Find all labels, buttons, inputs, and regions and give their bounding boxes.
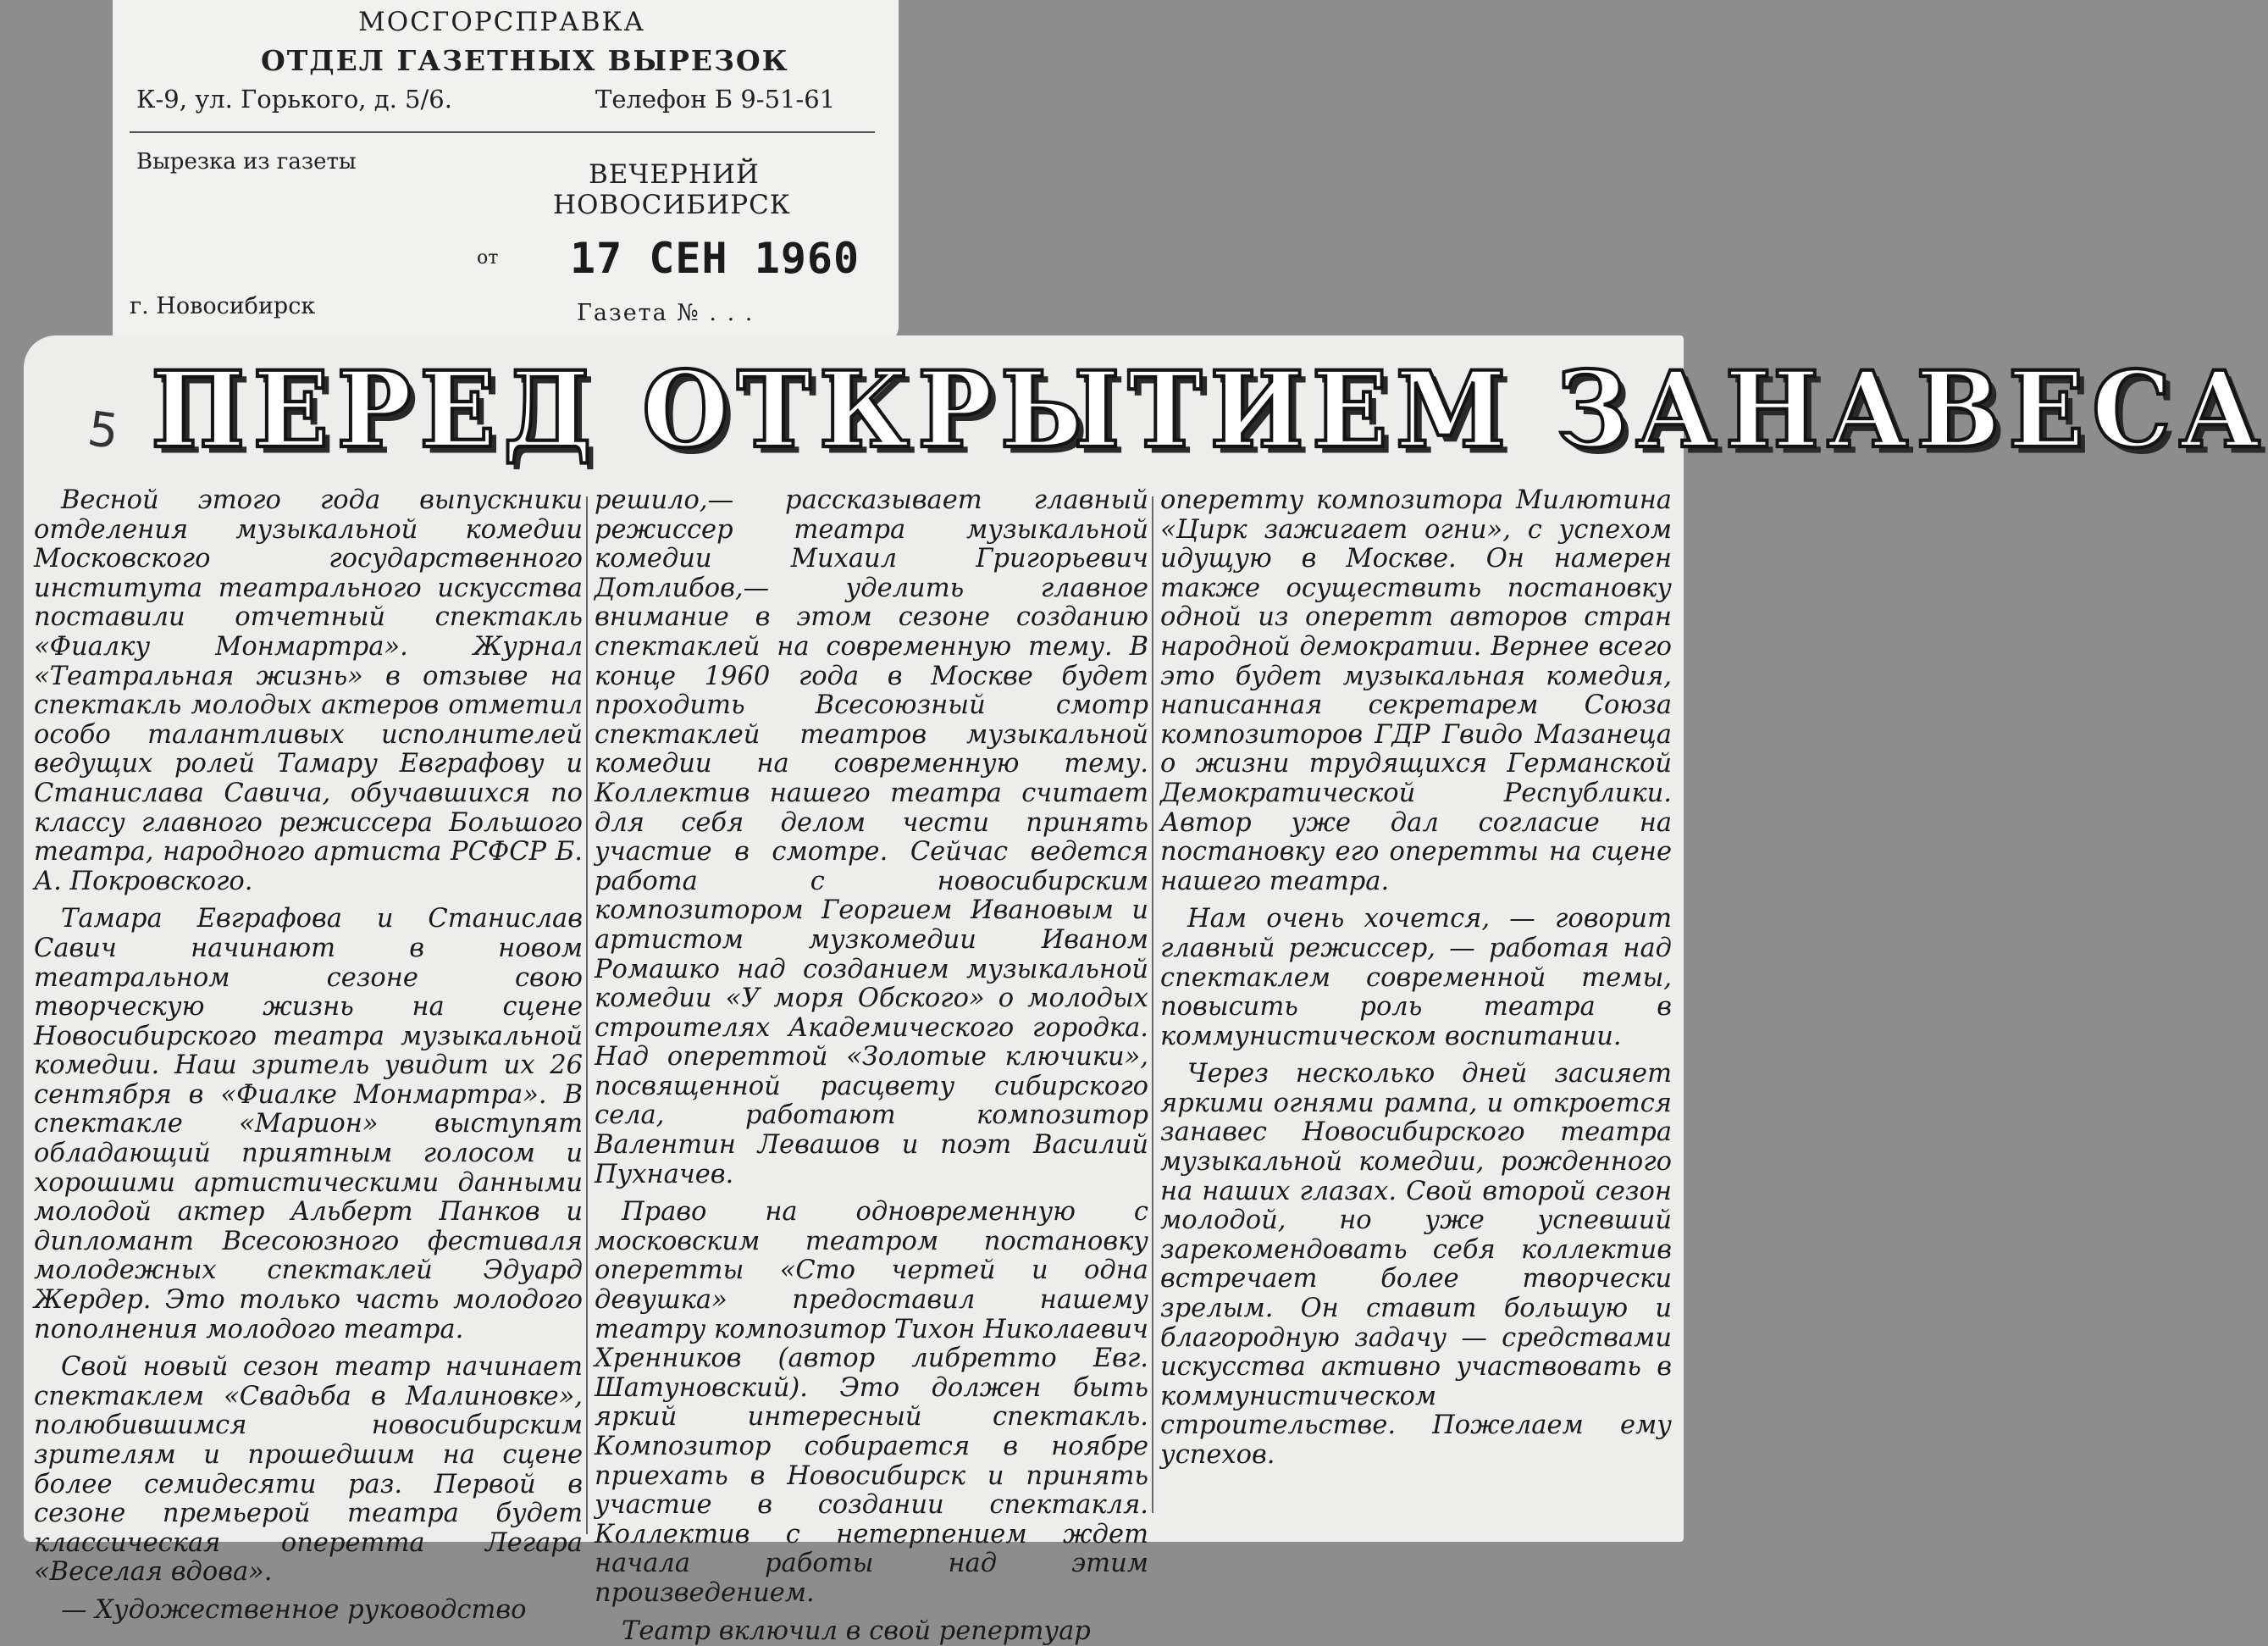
date-stamp: 17 СЕН 1960: [570, 234, 860, 283]
paragraph: — Художественное руководство: [61, 1594, 527, 1625]
newspaper-name-line2: НОВОСИБИРСК: [553, 190, 791, 220]
paragraph: Нам очень хочется, — говорит главный режиссер, — работая над спектаклем современной темы, повысить роль театра в коммунистическом воспитании.: [1160, 904, 1672, 1051]
clipping-from-label: Вырезка из газеты: [136, 149, 357, 175]
article-column-3: [1160, 486, 1672, 1510]
newspaper-name-line1: ВЕЧЕРНИЙ: [589, 159, 760, 190]
bureau-name: МОСГОРСПРАВКА: [358, 7, 646, 37]
article-headline: ПЕРЕД ОТКРЫТИЕМ ЗАНАВЕСА: [151, 347, 2268, 472]
department-name: ОТДЕЛ ГАЗЕТНЫХ ВЫРЕЗОК: [261, 44, 789, 77]
issue-number-label: Газета № . . .: [577, 300, 755, 326]
paragraph: Через несколько дней засияет яркими огнями рампа, и откроется занавес Новосибирского театра музыкальной комедии, рожденного на наших глазах. Свой второй сезон молодой, но уже успевший зарекомендовать себя коллектив встречает более творчески зрелым. Он ставит большую и благородную задачу — средствами искусства активно участвовать в коммунистическом строительстве. Пожелаем ему успехов.: [1160, 1059, 1672, 1470]
newspaper-clipping: [24, 335, 2268, 1646]
paragraph: Театр включил в свой репертуар: [622, 1616, 1091, 1646]
handwritten-margin-mark: 5: [84, 401, 122, 461]
clipping-bureau-label: [113, 0, 899, 342]
bureau-address: К-9, ул. Горького, д. 5/6.: [136, 85, 452, 114]
paragraph: Тамара Евграфова и Станислав Савич начинают в новом театральном сезоне свою творческую жизнь на сцене Новосибирского театра музыкальной комедии. Наш зритель увидит их 26 сентября в «Фиалке Монмартра». В спектакле «Марион» выступят обладающий приятным голосом и хорошими артистическими данными молодой актер Альберт Панков и дипломант Всесоюзного фестиваля молодежных спектаклей Эдуард Жердер. Это только часть молодого пополнения молодого театра.: [34, 904, 583, 1344]
column-divider: [1152, 496, 1153, 1513]
paragraph: Весной этого года выпускники отделения музыкальной комедии Московского государственного института театрального искусства поставили отчетный спектакль «Фиалку Монмартра». Журнал «Театральная жизнь» в отзыве на спектакль молодых актеров отметил особо талантливых исполнителей ведущих ролей Тамару Евграфову и Станислава Савича, обучавшихся по классу главного режиссера Большого театра, народного артиста РСФСР Б. А. Покровского.: [34, 485, 583, 896]
city-label: г. Новосибирск: [130, 293, 316, 319]
paragraph: оперетту композитора Милютина «Цирк зажигает огни», с успехом идущую в Москве. Он намерен также осуществить постановку одной из оперетт авторов стран народной демократии. Вернее всего это будет музыкальная комедия, написанная секретарем Союза композиторов ГДР Гвидо Мазанеца о жизни трудящихся Германской Демократической Республики. Автор уже дал согласие на постановку его оперетты на сцене нашего театра.: [1160, 485, 1672, 896]
date-label: от: [477, 247, 499, 269]
paragraph: Право на одновременную с московским театром постановку оперетты «Сто чертей и одна девушка» предоставил нашему театру композитор Тихон Николаевич Хренников (автор либретто Евг. Шатуновский). Это должен быть яркий интересный спектакль. Композитор собирается в ноябре приехать в Новосибирск и принять участие в создании спектакля. Коллектив с нетерпением ждет начала работы над этим произведением.: [595, 1197, 1148, 1608]
label-divider: [130, 131, 875, 133]
paragraph: решило,— рассказывает главный режиссер театра музыкальной комедии Михаил Григорьевич Дотлибов,— уделить главное внимание в этом сезоне созданию спектаклей на современную тему. В конце 1960 года в Москве будет проходить Всесоюзный смотр спектаклей театров музыкальной комедии на современную тему. Коллектив нашего театра считает для себя делом чести принять участие в смотре. Сейчас ведется работа с новосибирским композитором Георгием Ивановым и артистом музкомедии Иваном Ромашко над созданием музыкальной комедии «У моря Обского» о молодых строителях Академического городка. Над опереттой «Золотые ключики», посвященной расцвету сибирского села, работают композитор Валентин Левашов и поэт Василий Пухначев.: [595, 485, 1148, 1189]
column-divider: [586, 496, 588, 1534]
article-column-2: [595, 485, 1148, 1646]
paragraph: Свой новый сезон театр начинает спектаклем «Свадьба в Малиновке», полюбившимся новосибирским зрителям и прошедшим на сцене более семидесяти раз. Первой в сезоне премьерой театра будет классическая оперетта Легара «Веселая вдова».: [34, 1352, 583, 1588]
article-column-1: [34, 485, 583, 1625]
bureau-phone: Телефон Б 9-51-61: [595, 85, 836, 114]
